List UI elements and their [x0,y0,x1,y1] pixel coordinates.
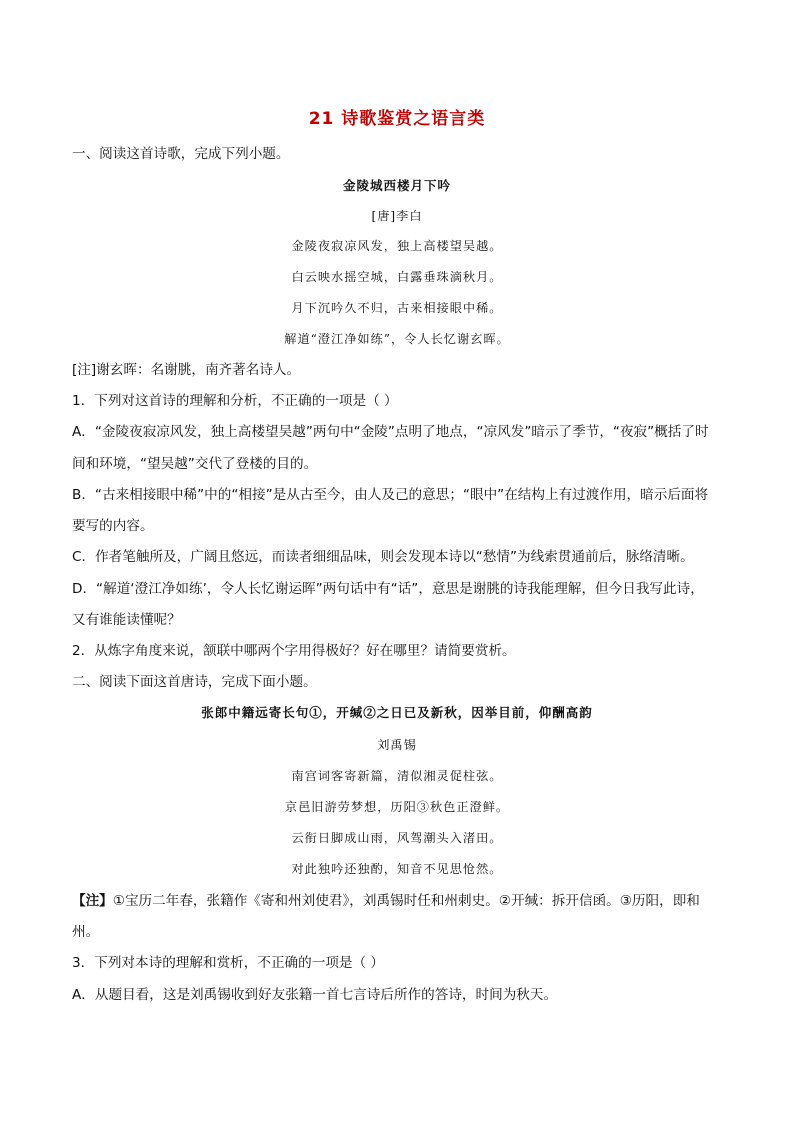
q3-option-a: A．从题目看，这是刘禹锡收到好友张籍一首七言诗后所作的答诗，时间为秋天。 [72,987,558,1003]
poem2-author: 刘禹锡 [377,738,417,752]
poem2-line: 云衔日脚成山雨，风驾潮头入渚田。 [291,831,503,845]
q1-option-c: C．作者笔触所及，广阔且悠远，而读者细细品味，则会发现本诗以“愁情”为线索贯通前后，脉络清晰。 [72,549,694,565]
q1-option-a-cont: 间和环境，“望吴越”交代了登楼的目的。 [72,456,318,472]
question-3: 3．下列对本诗的理解和赏析，不正确的一项是（ ） [72,955,385,971]
poem2-title: 张郎中籍远寄长句①，开缄②之日已及新秋，因举目前，仰酬高韵 [201,705,593,720]
question-1: 1．下列对这首诗的理解和分析，不正确的一项是（ ） [72,393,398,409]
poem1-author: [唐]李白 [371,209,423,223]
page-title: 21 诗歌鉴赏之语言类 [308,109,486,129]
section1-heading: 一、阅读这首诗歌，完成下列小题。 [72,146,290,162]
poem1-title: 金陵城西楼月下吟 [342,178,451,193]
note-label: 【注】 [72,893,113,909]
poem1-line: 白云映水摇空城，白露垂珠滴秋月。 [291,270,503,284]
q1-option-d: D．“解道‘澄江净如练’，令人长忆谢运晖”两句话中有“话”，意思是谢朓的诗我能理解，但今日我写此诗， [72,581,704,597]
section2-heading: 二、阅读下面这首唐诗，完成下面小题。 [72,674,317,690]
q1-option-d-cont: 又有谁能读懂呢？ [72,612,181,628]
poem1-line: 解道“澄江净如练”，令人长忆谢玄晖。 [284,332,510,346]
poem1-line: 金陵夜寂凉风发，独上高楼望吴越。 [291,239,503,253]
poem2-line: 京邑旧游劳梦想，历阳③秋色正澄鲜。 [284,800,510,814]
q1-option-a: A．“金陵夜寂凉风发，独上高楼望吴越”两句中“金陵”点明了地点，“凉风发”暗示了季节，“夜寂”概括了时 [72,424,709,440]
q1-option-b-cont: 要写的内容。 [72,518,154,534]
poem2-line: 对此独吟还独酌，知音不见思怆然。 [291,862,503,876]
poem2-note-cont: 州。 [72,924,100,940]
note-text: ①宝历二年春，张籍作《寄和州刘使君》，刘禹锡时任和州刺史。②开缄：拆开信函。③历阳，即和 [112,893,700,909]
poem2-line: 南宫词客寄新篇，清似湘灵促柱弦。 [291,769,503,783]
poem1-line: 月下沉吟久不归，古来相接眼中稀。 [291,301,503,315]
q1-option-b: B．“古来相接眼中稀”中的“相接”是从古至今，由人及己的意思；“眼中”在结构上有过渡作用，暗示后面将 [72,487,709,503]
question-2: 2．从炼字角度来说，颔联中哪两个字用得极好？好在哪里？请简要赏析。 [72,643,516,659]
poem2-note [72,892,724,910]
poem1-note: [注]谢玄晖：名谢朓，南齐著名诗人。 [72,362,301,378]
